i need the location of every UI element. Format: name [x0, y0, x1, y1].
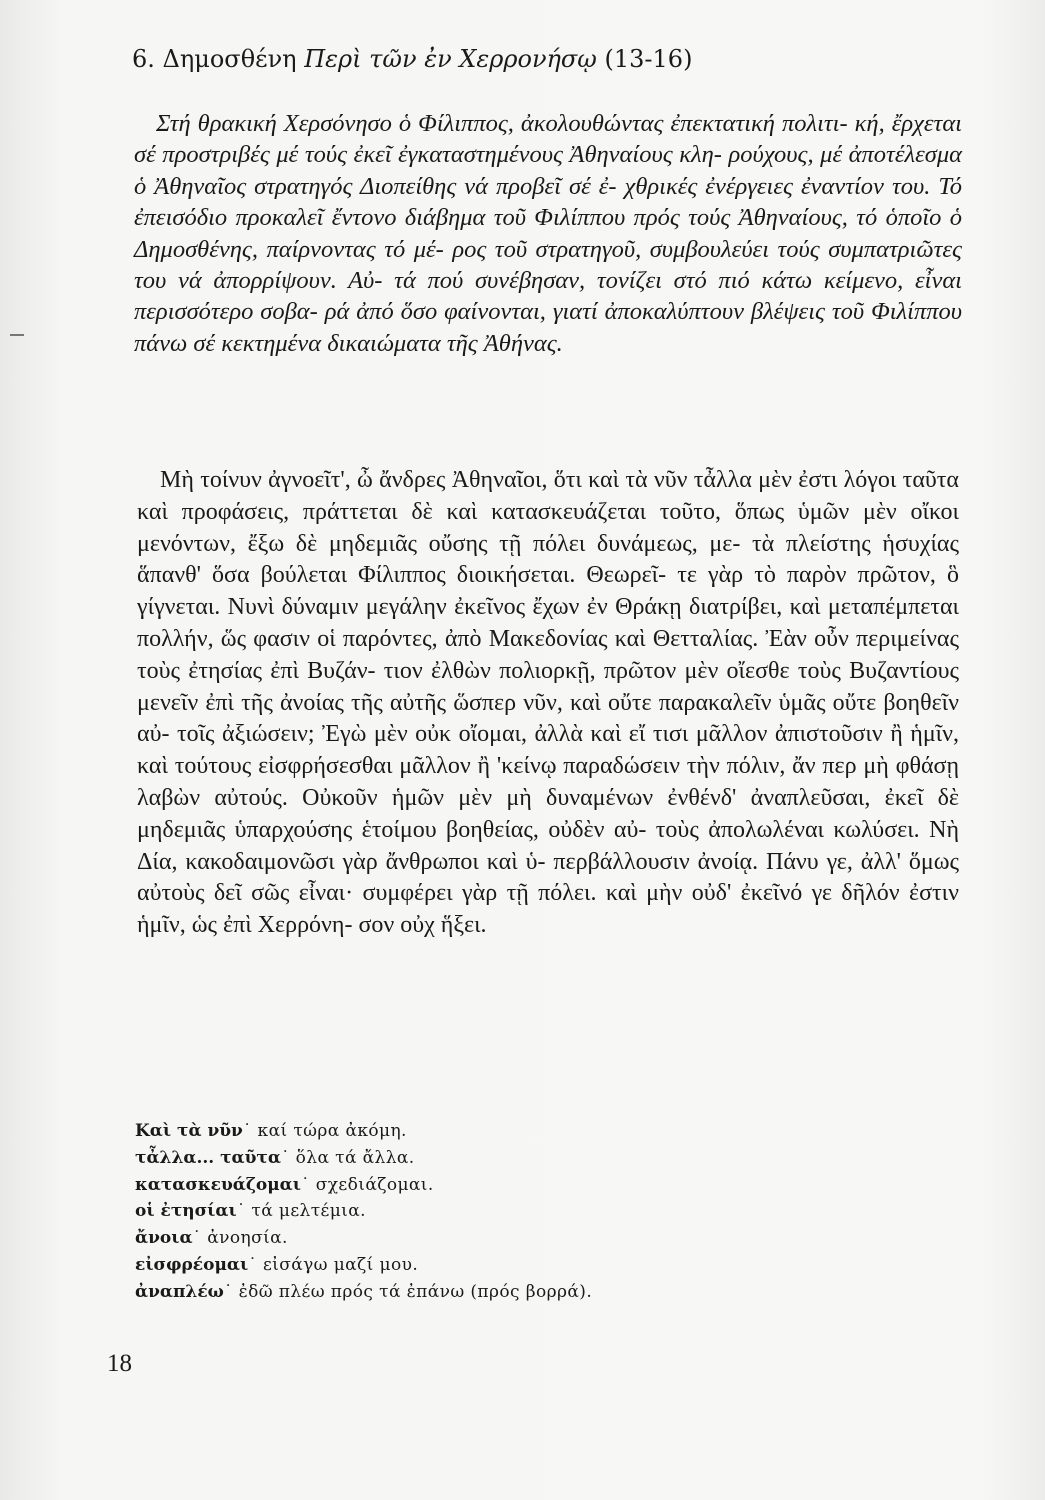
glossary-definition: ὅλα τά ἄλλα.: [295, 1147, 415, 1168]
glossary-item: οἱ ἐτησίαι˙ τά μελτέμια.: [135, 1201, 366, 1222]
glossary-item: ἄνοια˙ ἀνοησία.: [135, 1228, 288, 1249]
introduction: [134, 108, 962, 359]
glossary-term: τἆλλα... ταῦτα: [135, 1147, 281, 1168]
glossary-definition: ἐδῶ πλέω πρός τά ἐπάνω (πρός βορρά).: [238, 1281, 593, 1302]
glossary-term: ἄνοια: [135, 1228, 193, 1249]
glossary-item: τἆλλα... ταῦτα˙ ὅλα τά ἄλλα.: [135, 1147, 415, 1168]
glossary-item: ἀναπλέω˙ ἐδῶ πλέω πρός τά ἐπάνω (πρός βορρά).: [135, 1281, 593, 1302]
glossary-definition: καί τώρα ἀκόμη.: [257, 1121, 407, 1141]
glossary-item: κατασκευάζομαι˙ σχεδιάζομαι.: [135, 1174, 434, 1195]
glossary-term: ἀναπλέω: [135, 1281, 224, 1302]
page-number: 18: [107, 1350, 132, 1377]
greek-text-paragraph: Μὴ τοίνυν ἀγνοεῖτ', ὦ ἄνδρες Ἀθηναῖοι, ὅτι καὶ τὰ νῦν τἆλλα μὲν ἐστι λόγοι ταῦτα καὶ προφάσεις, πράττεται δὲ καὶ κατασκευάζεται τοῦτο, ὅπως ὑμῶν μὲν οἴκοι μενόντων, ἔξω δὲ μηδεμιᾶς οὔσης τῇ πόλει δυνάμεως, με- τὰ πλείστης ἡσυχίας ἅπανθ' ὅσα βούλεται Φίλιππος διοικήσεται. Θεωρεῖ- τε γὰρ τὸ παρὸν πρῶτον, ὃ γίγνεται. Νυνὶ δύναμιν μεγάλην ἐκεῖνος ἔχων ἐν Θράκῃ διατρίβει, καὶ μεταπέμπεται πολλήν, ὥς φασιν οἱ παρόντες, ἀπὸ Μακεδονίας καὶ Θετταλίας. Ἐὰν οὖν περιμείνας τοὺς ἐτησίας ἐπὶ Βυζάν- τιον ἐλθὼν πολιορκῇ, πρῶτον μὲν οἴεσθε τοὺς Βυζαντίους μενεῖν ἐπὶ τῆς ἀνοίας τῆς αὐτῆς ὥσπερ νῦν, καὶ οὔτε παρακαλεῖν ὑμᾶς οὔτε βοηθεῖν αὐ- τοῖς ἀξιώσειν; Ἐγὼ μὲν οὐκ οἴομαι, ἀλλὰ καὶ εἴ τισι μᾶλλον ἀπιστοῦσιν ἢ ἡμῖν, καὶ τούτους εἰσφρήσεσθαι μᾶλλον ἢ 'κείνῳ παραδώσειν τὴν πόλιν, ἄν περ μὴ φθάσῃ λαβὼν αὐτούς. Οὐκοῦν ἡμῶν μὲν μὴ δυναμένων ἐνθένδ' ἀναπλεῦσαι, ἐκεῖ δὲ μηδεμιᾶς ὑπαρχούσης ἑτοίμου βοηθείας, οὐδὲν αὐ- τοὺς ἀπολωλέναι κωλύσει. Νὴ Δία, κακοδαιμονῶσι γὰρ ἄνθρωποι καὶ ὑ- περβάλλουσιν ἀνοίᾳ. Πάνυ γε, ἀλλ' ὅμως αὐτοὺς δεῖ σῶς εἶναι· συμφέρει γὰρ τῇ πόλει. καὶ μὴν οὐδ' ἐκεῖνό γε δῆλόν ἐστιν ἡμῖν, ὡς ἐπὶ Χερρόνη- σον οὐχ ἥξει.: [137, 467, 959, 939]
glossary-term: Καὶ τὰ νῦν: [135, 1121, 243, 1141]
glossary-term: οἱ ἐτησίαι: [135, 1201, 237, 1222]
glossary-item: Καὶ τὰ νῦν˙ καί τώρα ἀκόμη.: [135, 1121, 407, 1141]
section-range: (13-16): [604, 45, 693, 73]
margin-mark: [10, 334, 24, 336]
glossary-term: κατασκευάζομαι: [135, 1174, 301, 1195]
glossary-definition: σχεδιάζομαι.: [315, 1174, 434, 1195]
section-heading: [132, 44, 932, 74]
glossary: [135, 1118, 835, 1306]
glossary-definition: τά μελτέμια.: [251, 1201, 366, 1222]
section-number: 6.: [132, 45, 155, 73]
glossary-item: εἰσφρέομαι˙ εἰσάγω μαζί μου.: [135, 1254, 419, 1275]
section-title: Περὶ τῶν ἐν Χερρονήσῳ: [304, 45, 597, 73]
main-text: [137, 465, 959, 942]
glossary-definition: ἀνοησία.: [207, 1228, 288, 1249]
section-author: Δημοσθένη: [162, 45, 297, 73]
glossary-term: εἰσφρέομαι: [135, 1254, 249, 1275]
intro-paragraph: Στή θρακική Χερσόνησο ὁ Φίλιππος, ἀκολουθώντας ἐπεκτατική πολιτι- κή, ἔρχεται σέ προστριβές μέ τούς ἐκεῖ ἐγκαταστημένους Ἀθηναίους κλη- ρούχους, μέ ἀποτέλεσμα ὁ Ἀθηναῖος στρατηγός Διοπείθης νά προβεῖ σέ ἐ- χθρικές ἐνέργειες ἐναντίον του. Τό ἐπεισόδιο προκαλεῖ ἔντονο διάβημα τοῦ Φιλίππου πρός τούς Ἀθηναίους, τό ὁποῖο ὁ Δημοσθένης, παίρνοντας τό μέ- ρος τοῦ στρατηγοῦ, συμβουλεύει τούς συμπατριῶτες του νά ἀπορρίψουν. Αὐ- τά πού συνέβησαν, τονίζει στό πιό κάτω κείμενο, εἶναι περισσότερο σοβα- ρά ἀπό ὅσο φαίνονται, γιατί ἀποκαλύπτουν βλέψεις τοῦ Φιλίππου πάνω σέ κεκτημένα δικαιώματα τῆς Ἀθήνας.: [134, 110, 962, 357]
glossary-definition: εἰσάγω μαζί μου.: [262, 1254, 419, 1275]
